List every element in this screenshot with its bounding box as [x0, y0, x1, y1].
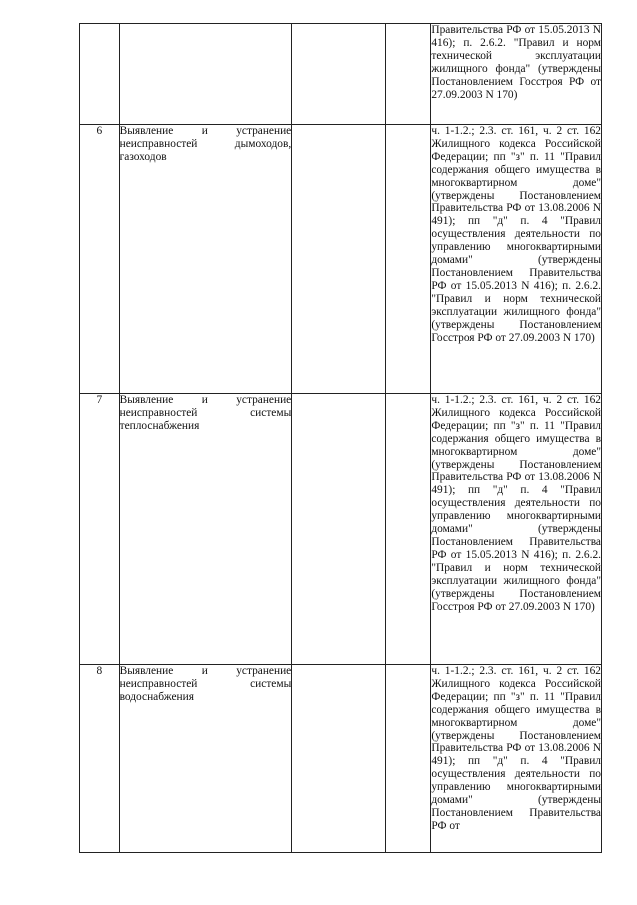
table-row — [80, 394, 602, 665]
empty-cell — [292, 665, 385, 853]
table-row — [80, 125, 602, 394]
empty-cell — [385, 24, 431, 125]
work-description-cell — [119, 394, 292, 665]
legal-basis-cell — [431, 665, 602, 853]
work-description-cell — [119, 665, 292, 853]
table-row — [80, 24, 602, 125]
empty-cell — [385, 394, 431, 665]
work-description-cell — [119, 24, 292, 125]
legal-basis-text: Правительства РФ от 15.05.2013 N 416); п. 2.6.2. "Правил и норм технической эксплуатации жилищного фонда" (утверждены Постановлением Госстроя РФ от 27.09.2003 N 170) — [431, 24, 601, 101]
work-description-cell — [119, 125, 292, 394]
work-description: Выявление и устранение неисправностей дымоходов, газоходов — [119, 125, 292, 163]
legal-basis-cell — [431, 24, 602, 125]
row-number-cell — [80, 24, 120, 125]
legal-basis-cell — [431, 394, 602, 665]
legal-basis-text: ч. 1-1.2.; 2.3. ст. 161, ч. 2 ст. 162 Жилищного кодекса Российской Федерации; пп "з" п. 11 "Правил содержания общего имущества в многоквартирном доме" (утверждены Постановлением Правительства РФ от 13.08.2006 N 491); пп "д" п. 4 "Правил осуществления деятельности по управлению многоквартирными домами" (утверждены Постановлением Правительства РФ от 15.05.2013 N 416); п. 2.6.2. "Правил и норм технической эксплуатации жилищного фонда" (утверждены Постановлением Госстроя РФ от 27.09.2003 N 170) — [431, 125, 601, 344]
empty-cell — [292, 394, 385, 665]
empty-cell — [292, 125, 385, 394]
work-description: Выявление и устранение неисправностей системы водоснабжения — [119, 665, 292, 703]
legal-basis-text: ч. 1-1.2.; 2.3. ст. 161, ч. 2 ст. 162 Жилищного кодекса Российской Федерации; пп "з" п. 11 "Правил содержания общего имущества в многоквартирном доме" (утверждены Постановлением Правительства РФ от 13.08.2006 N 491); пп "д" п. 4 "Правил осуществления деятельности по управлению многоквартирными домами" (утверждены Постановлением Правительства РФ от — [431, 665, 601, 832]
row-number-cell: 6 — [80, 125, 120, 394]
legal-basis-cell — [431, 125, 602, 394]
empty-cell — [292, 24, 385, 125]
row-number-cell: 8 — [80, 665, 120, 853]
work-description: Выявление и устранение неисправностей системы теплоснабжения — [119, 394, 292, 432]
row-number-cell: 7 — [80, 394, 120, 665]
table-row — [80, 665, 602, 853]
works-table — [79, 23, 602, 853]
empty-cell — [385, 665, 431, 853]
empty-cell — [385, 125, 431, 394]
legal-basis-text: ч. 1-1.2.; 2.3. ст. 161, ч. 2 ст. 162 Жилищного кодекса Российской Федерации; пп "з" п. 11 "Правил содержания общего имущества в многоквартирном доме" (утверждены Постановлением Правительства РФ от 13.08.2006 N 491); пп "д" п. 4 "Правил осуществления деятельности по управлению многоквартирными домами" (утверждены Постановлением Правительства РФ от 15.05.2013 N 416); п. 2.6.2. "Правил и норм технической эксплуатации жилищного фонда" (утверждены Постановлением Госстроя РФ от 27.09.2003 N 170) — [431, 394, 601, 613]
